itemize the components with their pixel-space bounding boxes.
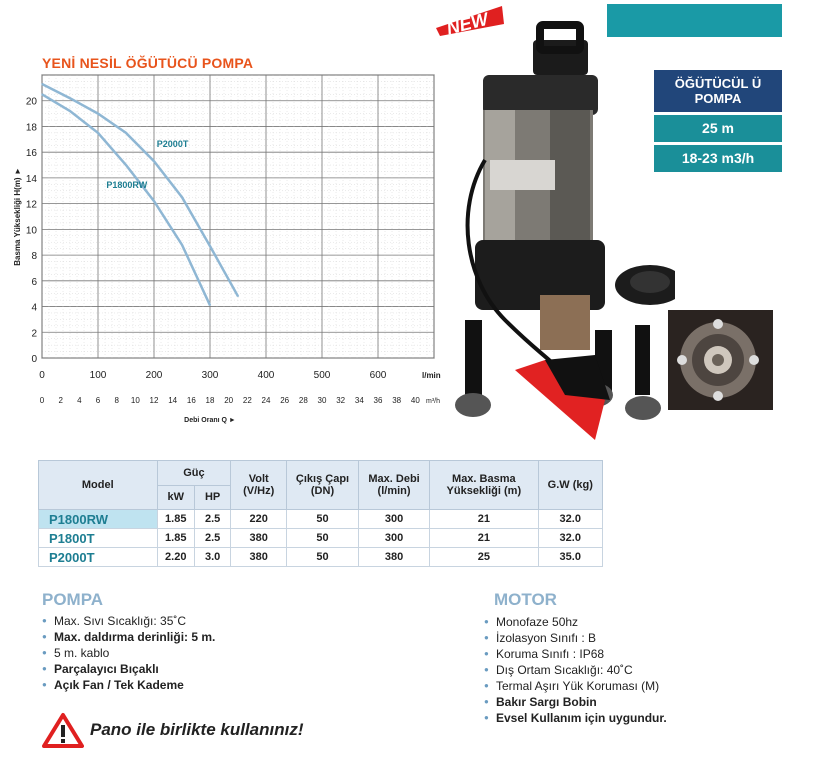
list-item: ● 5 m. kablo [40, 645, 215, 661]
x-tick-label-m3h: 4 [77, 396, 82, 405]
head-badge: 25 m [654, 115, 782, 142]
col-head: Max. Basma Yüksekliği (m) [430, 461, 538, 510]
x-tick-label-m3h: 10 [130, 396, 140, 405]
x-tick-label-m3h: 0 [39, 396, 45, 405]
cell-flow: 300 [358, 529, 429, 548]
pump-section-title: POMPA [42, 590, 104, 609]
series-point-p1800rw [181, 244, 183, 246]
cell-head: 21 [430, 529, 538, 548]
list-item: ● Açık Fan / Tek Kademe [40, 677, 215, 693]
performance-chart [0, 70, 450, 430]
y-tick-label: 10 [25, 225, 37, 237]
x-tick-label-m3h: 18 [205, 396, 215, 405]
cell-model: P1800RW [39, 510, 158, 529]
list-item: ● Parçalayıcı Bıçaklı [40, 661, 215, 677]
cell-kw: 1.85 [157, 529, 194, 548]
x-tick-label-lmin: 200 [145, 370, 163, 381]
x-axis-label: Debi Oranı Q ► [184, 417, 236, 424]
cell-gw: 32.0 [538, 529, 603, 548]
x-tick-label-m3h: 30 [317, 396, 327, 405]
cell-flow: 380 [358, 548, 429, 567]
x-tick-label-lmin: 0 [39, 370, 45, 381]
list-item: ● Max. daldırma derinliği: 5 m. [40, 629, 215, 645]
x-tick-label-lmin: 400 [257, 370, 275, 381]
x-tick-label-m3h: 22 [242, 396, 252, 405]
col-outlet: Çıkış Çapı (DN) [287, 461, 359, 510]
series-point-p2000t [69, 97, 71, 99]
y-tick-label: 20 [25, 96, 37, 108]
cell-gw: 32.0 [538, 510, 603, 529]
series-point-p1800rw [97, 132, 99, 134]
page-title: YENİ NESİL ÖĞÜTÜCÜ POMPA [42, 55, 254, 71]
x-tick-label-m3h: 12 [149, 396, 159, 405]
series-point-p1800rw [209, 304, 211, 306]
pump-illustration [445, 0, 675, 440]
cell-model: P2000T [39, 548, 158, 567]
list-item: ● Monofaze 50hz [482, 614, 667, 630]
list-item: ● Dış Ortam Sıcaklığı: 40˚C [482, 662, 667, 678]
y-tick-label: 4 [31, 302, 37, 314]
col-kw: kW [157, 485, 194, 510]
x-tick-label-lmin: 600 [369, 370, 387, 381]
x-tick-label-m3h: 26 [280, 396, 290, 405]
cell-gw: 35.0 [538, 548, 603, 567]
x-unit-m3h: m³/h [426, 398, 440, 405]
x-tick-label-m3h: 36 [373, 396, 383, 405]
col-gw: G.W (kg) [538, 461, 603, 510]
series-point-p2000t [97, 113, 99, 115]
col-power: Güç [157, 461, 231, 486]
table-row [39, 548, 603, 567]
x-unit-lmin: l/min [422, 371, 441, 380]
x-tick-label-m3h: 6 [95, 396, 101, 405]
x-tick-label-m3h: 14 [168, 396, 178, 405]
series-point-p1800rw [153, 200, 155, 202]
list-item: ● Bakır Sargı Bobin [482, 694, 667, 710]
cell-volt: 380 [231, 548, 287, 567]
list-item: ● İzolasyon Sınıfı : B [482, 630, 667, 646]
chart-svg [0, 70, 450, 430]
spec-table [38, 460, 603, 567]
x-tick-label-m3h: 16 [186, 396, 196, 405]
list-item: ● Evsel Kullanım için uygundur. [482, 710, 667, 726]
cell-kw: 2.20 [157, 548, 194, 567]
table-row [39, 529, 603, 548]
series-point-p1800rw [69, 110, 71, 112]
x-tick-label-m3h: 40 [410, 396, 420, 405]
series-point-p2000t [125, 132, 127, 134]
cell-hp: 2.5 [194, 510, 230, 529]
col-hp: HP [194, 485, 230, 510]
pump-image [445, 0, 675, 440]
new-tag-text: NEW [444, 8, 491, 38]
y-tick-label: 12 [25, 199, 37, 211]
y-tick-label: 6 [31, 276, 37, 288]
col-volt: Volt (V/Hz) [231, 461, 287, 510]
x-tick-label-m3h: 8 [114, 396, 119, 405]
series-point-p2000t [41, 83, 43, 85]
x-tick-label-m3h: 34 [354, 396, 364, 405]
x-tick-label-m3h: 2 [58, 396, 63, 405]
series-point-p2000t [153, 160, 155, 162]
x-tick-label-m3h: 28 [298, 396, 308, 405]
cell-dn: 50 [287, 529, 359, 548]
cell-head: 25 [430, 548, 538, 567]
cell-volt: 380 [231, 529, 287, 548]
list-item: ● Koruma Sınıfı : IP68 [482, 646, 667, 662]
grinder-illustration [668, 310, 773, 410]
x-tick-label-lmin: 500 [313, 370, 331, 381]
series-label-p1800rw: P1800RW [106, 180, 148, 191]
col-flow: Max. Debi (l/min) [358, 461, 429, 510]
y-tick-label: 0 [31, 354, 37, 365]
motor-feature-list [482, 614, 667, 726]
series-point-p2000t [237, 295, 239, 297]
list-item: ● Max. Sıvı Sıcaklığı: 35˚C [40, 613, 215, 629]
cell-kw: 1.85 [157, 510, 194, 529]
flow-badge: 18-23 m3/h [654, 145, 782, 172]
list-item: ● Termal Aşırı Yük Koruması (M) [482, 678, 667, 694]
y-tick-label: 2 [31, 328, 37, 340]
x-tick-label-m3h: 20 [224, 396, 234, 405]
motor-section-title: MOTOR [494, 590, 557, 609]
y-axis-label: Basma Yüksekliği H(m) ► [13, 167, 22, 266]
col-model: Model [39, 461, 158, 510]
pump-feature-list [40, 613, 215, 693]
series-point-p2000t [209, 245, 211, 247]
type-badge: ÖĞÜTÜCÜL Ü POMPA [654, 70, 782, 112]
series-point-p1800rw [125, 164, 127, 166]
cell-hp: 2.5 [194, 529, 230, 548]
warning-text: Pano ile birlikte kullanınız! [90, 720, 304, 739]
y-tick-label: 14 [25, 173, 37, 185]
table-header-row [39, 461, 603, 486]
x-tick-label-m3h: 24 [261, 396, 271, 405]
y-tick-label: 16 [25, 148, 37, 160]
table-row [39, 510, 603, 529]
cell-flow: 300 [358, 510, 429, 529]
warning-icon [42, 712, 84, 753]
cell-dn: 50 [287, 548, 359, 567]
x-tick-label-m3h: 32 [336, 396, 346, 405]
cell-hp: 3.0 [194, 548, 230, 567]
series-point-p2000t [181, 196, 183, 198]
series-label-p2000t: P2000T [156, 139, 189, 150]
x-tick-label-m3h: 38 [392, 396, 402, 405]
x-tick-label-lmin: 100 [89, 370, 107, 381]
x-tick-label-lmin: 300 [201, 370, 219, 381]
y-tick-label: 8 [31, 251, 37, 263]
cell-head: 21 [430, 510, 538, 529]
series-point-p1800rw [41, 93, 43, 95]
cell-volt: 220 [231, 510, 287, 529]
cell-dn: 50 [287, 510, 359, 529]
grinder-inset-image [668, 310, 773, 410]
cell-model: P1800T [39, 529, 158, 548]
y-tick-label: 18 [25, 122, 37, 134]
